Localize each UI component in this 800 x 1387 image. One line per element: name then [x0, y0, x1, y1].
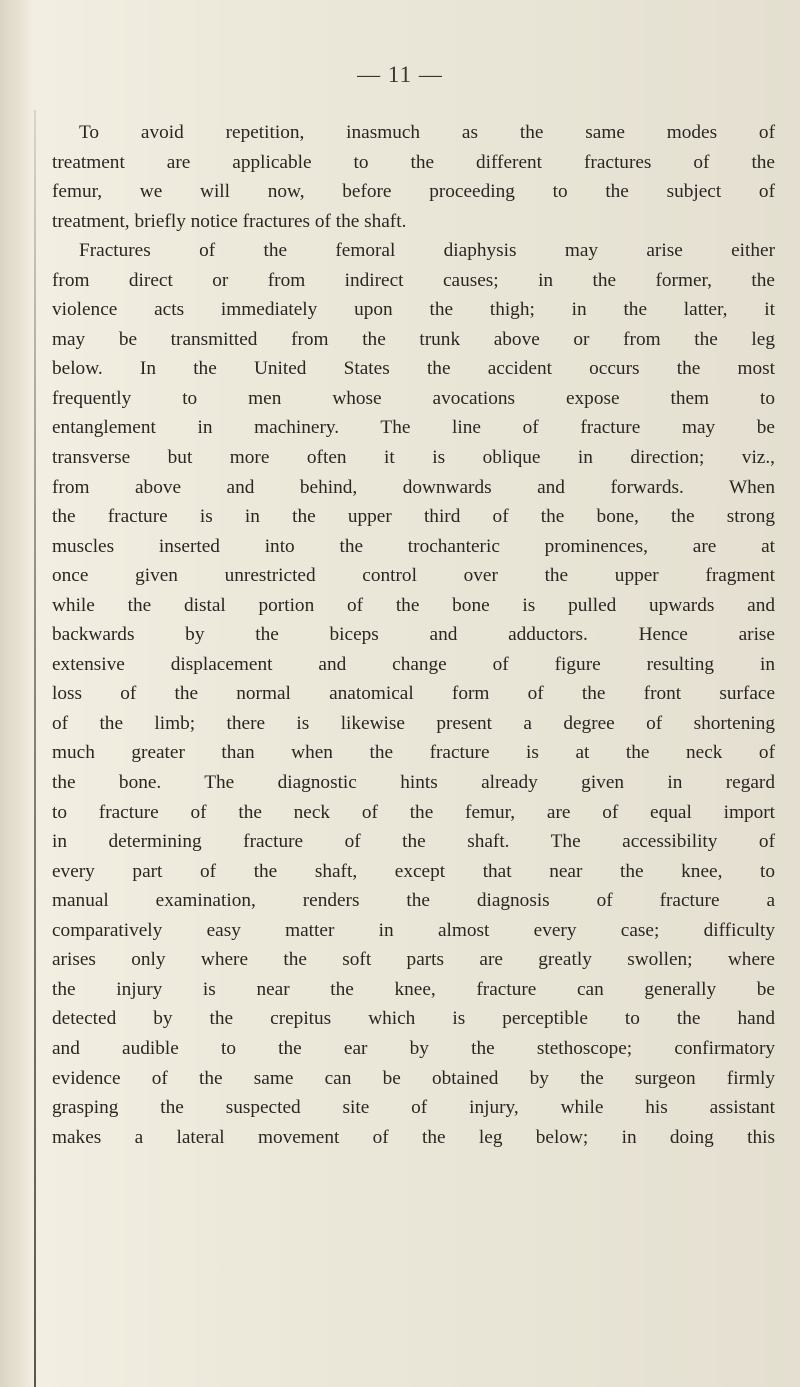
text-line: manual examination, renders the diagnosis of fracture a: [52, 890, 775, 912]
text-line: violence acts immediately upon the thigh; in the latter, it: [52, 299, 775, 321]
text-line: femur, we will now, before proceeding to the subject of: [52, 181, 775, 203]
text-line: below. In the United States the accident occurs the most: [52, 358, 775, 380]
text-line: loss of the normal anatomical form of the front surface: [52, 683, 775, 705]
text-line: entanglement in machinery. The line of fracture may be: [52, 417, 775, 439]
text-line: detected by the crepitus which is perceptible to the hand: [52, 1008, 775, 1030]
text-line: arises only where the soft parts are greatly swollen; where: [52, 949, 775, 971]
text-line: treatment are applicable to the different fractures of the: [52, 151, 775, 173]
text-line: the bone. The diagnostic hints already given in regard: [52, 772, 775, 794]
text-line: muscles inserted into the trochanteric prominences, are at: [52, 535, 775, 557]
text-line: backwards by the biceps and adductors. Hence arise: [52, 624, 775, 646]
text-line: grasping the suspected site of injury, while his assistant: [52, 1097, 775, 1119]
text-line: from above and behind, downwards and forwards. When: [52, 476, 775, 498]
page-number: — 11 —: [357, 62, 443, 87]
text-line: every part of the shaft, except that near the knee, to: [52, 860, 775, 882]
page-binding-edge: [34, 110, 36, 1387]
text-line: the injury is near the knee, fracture can generally be: [52, 978, 775, 1000]
text-line: comparatively easy matter in almost every case; difficulty: [52, 919, 775, 941]
text-line: and audible to the ear by the stethoscope; confirmatory: [52, 1037, 775, 1059]
text-line: the fracture is in the upper third of the bone, the strong: [52, 506, 775, 528]
text-line: once given unrestricted control over the upper fragment: [52, 565, 775, 587]
text-line: to fracture of the neck of the femur, are of equal import: [52, 801, 775, 823]
text-line: frequently to men whose avocations expose them to: [52, 387, 775, 409]
page-binding-shadow: [0, 0, 34, 1387]
text-line: of the limb; there is likewise present a degree of shortening: [52, 712, 775, 734]
text-line: while the distal portion of the bone is pulled upwards and: [52, 594, 775, 616]
text-line: makes a lateral movement of the leg below; in doing this: [52, 1126, 775, 1148]
text-line: transverse but more often it is oblique in direction; viz.,: [52, 447, 775, 469]
text-line: extensive displacement and change of figure resulting in: [52, 653, 775, 675]
text-line: may be transmitted from the trunk above or from the leg: [52, 328, 775, 350]
text-line: treatment, briefly notice fractures of the shaft.: [52, 210, 407, 232]
text-line: To avoid repetition, inasmuch as the same modes of: [79, 122, 775, 143]
text-line: Fractures of the femoral diaphysis may arise either: [79, 240, 775, 262]
text-line: in determining fracture of the shaft. The accessibility of: [52, 831, 775, 853]
text-line: from direct or from indirect causes; in the former, the: [52, 269, 775, 291]
body-text: [52, 118, 775, 1152]
text-line: evidence of the same can be obtained by the surgeon firmly: [52, 1067, 775, 1089]
text-line: much greater than when the fracture is at the neck of: [52, 742, 775, 764]
